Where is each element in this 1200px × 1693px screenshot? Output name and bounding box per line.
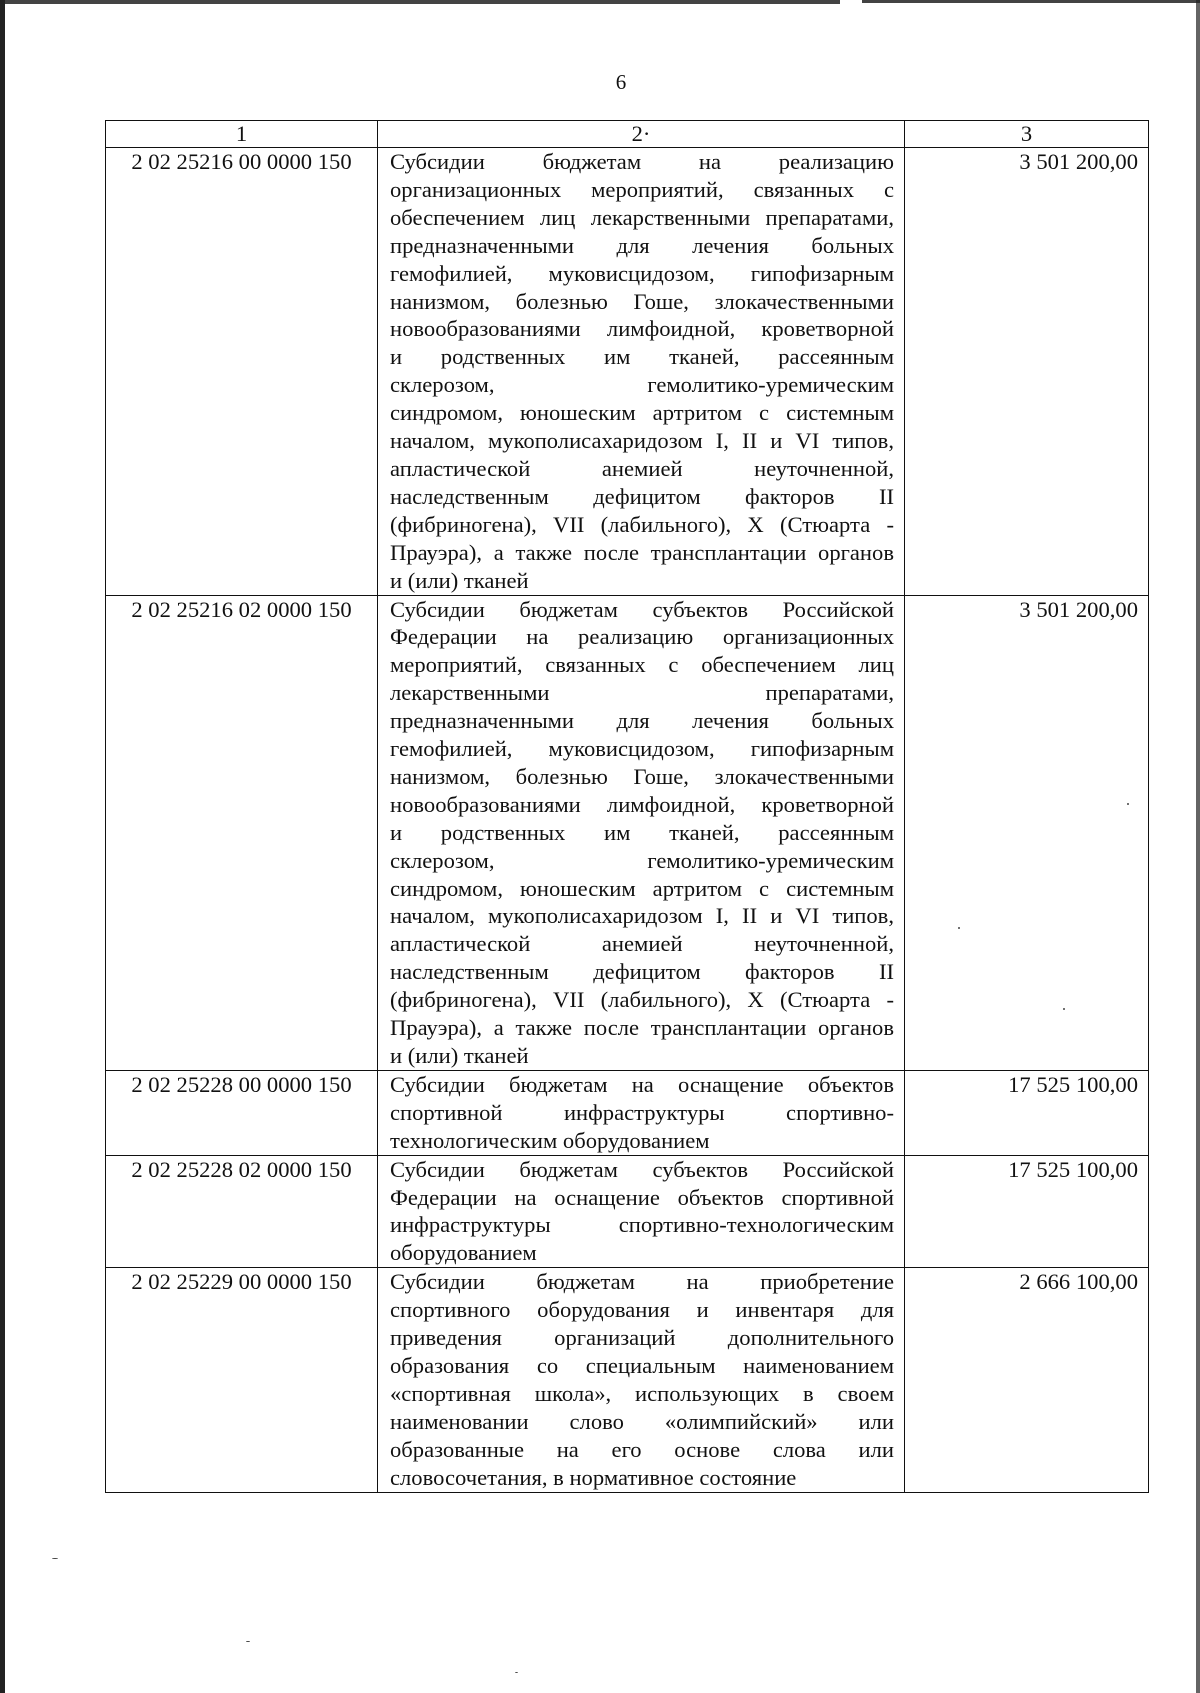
amount-value: 17 525 100,00	[905, 1070, 1149, 1155]
revenue-description	[378, 148, 905, 596]
table-row	[106, 1155, 1149, 1268]
description-line: Федерации на реализацию организационных	[390, 624, 894, 650]
amount-value: 3 501 200,00	[905, 148, 1149, 596]
description-line: мероприятий, связанных с обеспечением лиц	[390, 652, 894, 678]
column-header-name: 2·	[378, 121, 905, 148]
description-line: лекарственными препаратами,	[390, 680, 894, 706]
revenue-description	[378, 1070, 905, 1155]
description-line: началом, мукополисахаридозом I, II и VI типов,	[390, 428, 894, 454]
column-header-code: 1	[106, 121, 378, 148]
table-body	[106, 148, 1149, 1493]
scan-edge-top-right	[862, 0, 1200, 3]
description-line: склерозом, гемолитико-уремическим	[390, 372, 894, 398]
description-line: Субсидии бюджетам на приобретение	[390, 1269, 894, 1295]
description-line: обеспечением лиц лекарственными препаратами,	[390, 204, 894, 230]
description-line: и родственных им тканей, рассеянным	[390, 819, 894, 845]
description-line: «спортивная школа», использующих в своем	[390, 1380, 894, 1406]
description-line: приведения организаций дополнительного	[390, 1325, 894, 1351]
description-line: оборудованием	[390, 1240, 537, 1266]
description-line: предназначенными для лечения больных	[390, 232, 894, 258]
description-line: новообразованиями лимфоидной, кроветворной	[390, 791, 894, 817]
revenue-description	[378, 1155, 905, 1268]
description-line: наименовании слово «олимпийский» или	[390, 1408, 894, 1434]
description-line: образованные на его основе слова или	[390, 1436, 894, 1462]
scan-speck	[52, 1558, 58, 1559]
budget-code: 2 02 25216 00 0000 150	[106, 148, 378, 596]
scan-edge-right	[1196, 0, 1200, 1693]
page-number: 6	[615, 70, 627, 94]
description-line: склерозом, гемолитико-уремическим	[390, 847, 894, 873]
description-line: нанизмом, болезнью Гоше, злокачественными	[390, 288, 894, 314]
description-line: Субсидии бюджетам на реализацию	[390, 149, 894, 174]
description-line: спортивного оборудования и инвентаря для	[390, 1297, 894, 1323]
description-line: гемофилией, муковисцидозом, гипофизарным	[390, 736, 894, 762]
description-line: апластической анемией неуточненной,	[390, 931, 894, 957]
table-header-row	[106, 121, 1149, 148]
revenue-description	[378, 595, 905, 1070]
table-row	[106, 595, 1149, 1070]
description-line: началом, мукополисахаридозом I, II и VI типов,	[390, 903, 894, 929]
description-line: инфраструктуры спортивно-технологическим	[390, 1212, 894, 1238]
budget-code: 2 02 25228 02 0000 150	[106, 1155, 378, 1268]
description-line: синдромом, юношеским артритом с системным	[390, 875, 894, 901]
description-line: гемофилией, муковисцидозом, гипофизарным	[390, 260, 894, 286]
description-line: (фибриногена), VII (лабильного), X (Стюарта -	[390, 987, 894, 1013]
description-line: новообразованиями лимфоидной, кроветворной	[390, 316, 894, 342]
amount-value: 2 666 100,00	[905, 1268, 1149, 1492]
description-line: спортивной инфраструктуры спортивно-	[390, 1099, 894, 1125]
table-row	[106, 1268, 1149, 1492]
description-line: Субсидии бюджетам субъектов Российской	[390, 1156, 894, 1182]
amount-value: 3 501 200,00	[905, 595, 1149, 1070]
description-line: предназначенными для лечения больных	[390, 708, 894, 734]
description-line: организационных мероприятий, связанных с	[390, 176, 894, 202]
description-line: апластической анемией неуточненной,	[390, 455, 894, 481]
scan-edge-left	[0, 0, 5, 1693]
description-line: и родственных им тканей, рассеянным	[390, 344, 894, 370]
column-header-amount: 3	[905, 121, 1149, 148]
budget-code: 2 02 25216 02 0000 150	[106, 595, 378, 1070]
description-line: образования со специальным наименованием	[390, 1352, 894, 1378]
budget-code: 2 02 25228 00 0000 150	[106, 1070, 378, 1155]
description-line: наследственным дефицитом факторов II	[390, 483, 894, 509]
description-line: и (или) тканей	[390, 1043, 529, 1068]
description-line: и (или) тканей	[390, 567, 529, 593]
budget-table	[105, 120, 1149, 1493]
description-line: (фибриногена), VII (лабильного), X (Стюарта -	[390, 511, 894, 537]
description-line: нанизмом, болезнью Гоше, злокачественными	[390, 763, 894, 789]
table-row	[106, 1070, 1149, 1155]
scan-speck	[246, 1641, 250, 1642]
scan-edge-top	[0, 0, 840, 4]
description-line: технологическим оборудованием	[390, 1127, 710, 1153]
description-line: словосочетания, в нормативное состояние	[390, 1464, 797, 1490]
description-line: Прауэра), а также после трансплантации органов	[390, 1015, 894, 1041]
revenue-description	[378, 1268, 905, 1492]
description-line: синдромом, юношеским артритом с системным	[390, 400, 894, 426]
description-line: Прауэра), а также после трансплантации органов	[390, 539, 894, 565]
description-line: Федерации на оснащение объектов спортивной	[390, 1184, 894, 1210]
budget-code: 2 02 25229 00 0000 150	[106, 1268, 378, 1492]
scan-speck	[515, 1672, 518, 1673]
description-line: наследственным дефицитом факторов II	[390, 959, 894, 985]
description-line: Субсидии бюджетам на оснащение объектов	[390, 1071, 894, 1097]
table-row	[106, 148, 1149, 596]
description-line: Субсидии бюджетам субъектов Российской	[390, 596, 894, 622]
amount-value: 17 525 100,00	[905, 1155, 1149, 1268]
